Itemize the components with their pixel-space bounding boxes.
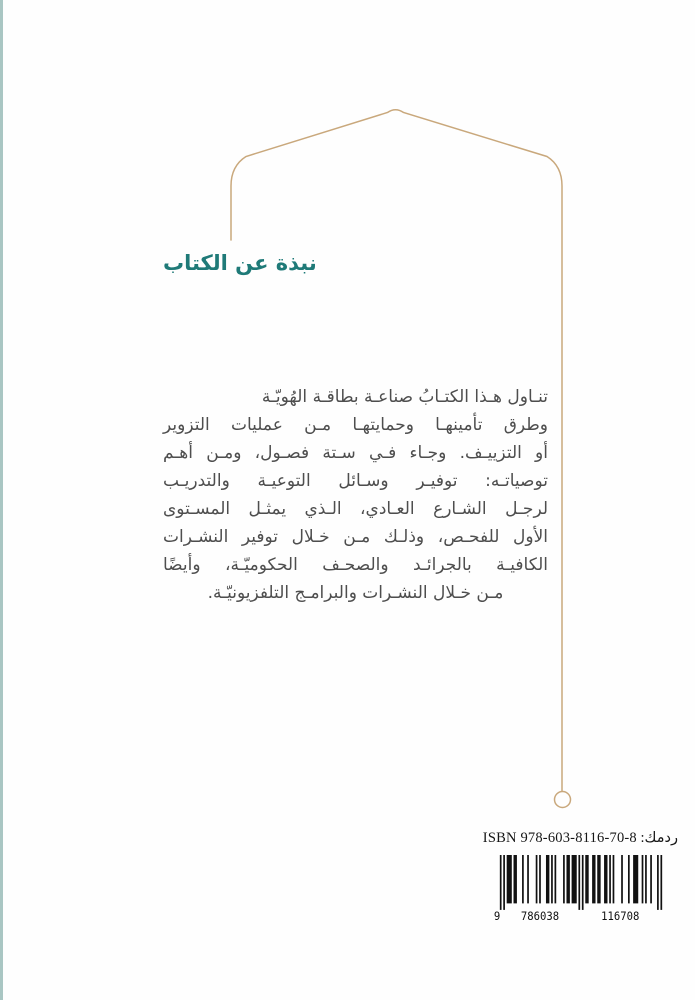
barcode-digits: 116708 [601,909,640,922]
paragraph-line: أو التزييـف. وجـاء فـي سـتة فصـول، ومـن أهـم [163,443,548,463]
paragraph-line: الأول للفحـص، وذلـك مـن خـلال توفير النشـرات [163,527,548,547]
about-heading: نبذة عن الكتاب [163,251,317,275]
about-paragraph [163,383,548,607]
barcode-digits: 786038 [520,909,560,922]
isbn-barcode [493,855,669,922]
paragraph-line: تنـاول هـذا الكتـابُ صناعـة بطاقـة الهُويّـة [261,387,548,407]
paragraph-line: لرجـل الشـارع العـادي، الـذي يمثـل المسـتوى [163,499,548,519]
isbn-text: ردمك: ISBN 978-603-8116-70-8 [482,830,678,846]
paragraph-line: الكافيـة بالجرائـد والصحـف الحكوميّـة، وأيضًا [163,555,548,575]
paragraph-line: وطرق تأمينهـا وحمايتهـا مـن عمليات التزوير [163,415,548,435]
arch-end-circle [555,792,571,808]
paragraph-line: توصياتـه: توفيـر وسـائل التوعيـة والتدريـب [163,471,548,491]
paragraph-line: مـن خـلال النشـرات والبرامـج التلفزيونيّـة. [207,583,504,603]
barcode-digits: 9 [493,909,501,922]
